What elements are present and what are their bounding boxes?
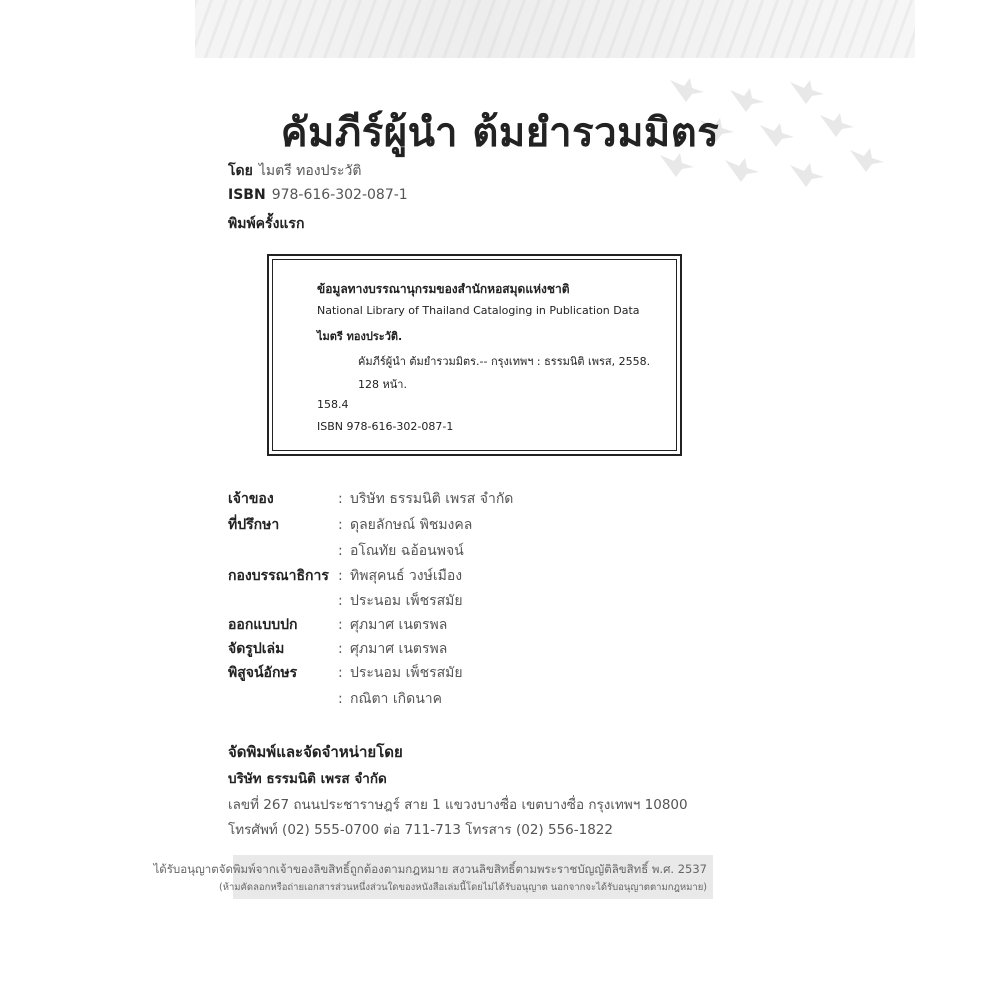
staff-row bbox=[228, 638, 447, 660]
publisher-company: บริษัท ธรรมนิติ เพรส จำกัด bbox=[228, 771, 387, 787]
edition-text: พิมพ์ครั้งแรก bbox=[228, 216, 305, 232]
staff-name: ดุลยลักษณ์ พิชมงคล bbox=[350, 517, 473, 533]
isbn-value: 978-616-302-087-1 bbox=[271, 187, 408, 203]
staff-colon: : bbox=[338, 691, 343, 707]
staff-row bbox=[228, 514, 472, 536]
edition-line bbox=[228, 213, 304, 235]
publisher-address: เลขที่ 267 ถนนประชาราษฎร์ สาย 1 แขวงบางซื่อ เขตบางซื่อ กรุงเทพฯ 10800 bbox=[228, 797, 688, 813]
isbn-line bbox=[228, 187, 408, 203]
staff-role: พิสูจน์อักษร bbox=[228, 665, 298, 681]
staff-row bbox=[228, 540, 464, 562]
staff-row bbox=[228, 662, 463, 684]
copyright-notice bbox=[153, 855, 713, 899]
staff-colon: : bbox=[338, 641, 343, 657]
staff-name: กณิตา เกิดนาค bbox=[350, 691, 443, 707]
staff-colon: : bbox=[338, 568, 343, 584]
staff-role: กองบรรณาธิการ bbox=[228, 568, 329, 584]
staff-name: ศุภมาศ เนตรพล bbox=[350, 641, 448, 657]
staff-colon: : bbox=[338, 491, 343, 507]
staff-row bbox=[228, 614, 447, 636]
decorative-header-band bbox=[195, 0, 915, 58]
staff-colon: : bbox=[338, 543, 343, 559]
staff-colon: : bbox=[338, 593, 343, 609]
staff-colon: : bbox=[338, 665, 343, 681]
staff-role: ที่ปรึกษา bbox=[228, 517, 280, 533]
staff-name: ศุภมาศ เนตรพล bbox=[350, 617, 448, 633]
staff-colon: : bbox=[338, 617, 343, 633]
staff-row bbox=[228, 488, 513, 510]
cip-box bbox=[267, 254, 682, 456]
cip-isbn: ISBN 978-616-302-087-1 bbox=[317, 420, 454, 433]
author-label: โดย bbox=[228, 163, 253, 179]
publisher-heading: จัดพิมพ์และจัดจำหน่ายโดย bbox=[228, 743, 403, 761]
copyright-line-1: ได้รับอนุญาตจัดพิมพ์จากเจ้าของลิขสิทธิ์ถูกต้องตามกฎหมาย สงวนลิขสิทธิ์ตามพระราชบัญญัติลิขสิทธิ์ พ.ศ. 2537 bbox=[153, 862, 707, 876]
staff-name: ประนอม เพ็ชรสมัย bbox=[350, 665, 463, 681]
staff-colon: : bbox=[338, 517, 343, 533]
cip-heading-en: National Library of Thailand Cataloging in Publication Data bbox=[317, 304, 640, 317]
staff-row bbox=[228, 590, 463, 612]
cip-classification: 158.4 bbox=[317, 398, 349, 411]
copyright-line-2: (ห้ามคัดลอกหรือถ่ายเอกสารส่วนหนึ่งส่วนใดของหนังสือเล่มนี้โดยไม่ได้รับอนุญาต นอกจากจะได้รับอนุญาตตามกฎหมาย) bbox=[218, 882, 707, 893]
book-title: คัมภีร์ผู้นำ ต้มยำรวมมิตร bbox=[280, 110, 720, 156]
author-line bbox=[228, 160, 362, 182]
cip-heading-th: ข้อมูลทางบรรณานุกรมของสำนักหอสมุดแห่งชาติ bbox=[317, 282, 570, 296]
cip-pages: 128 หน้า. bbox=[358, 378, 407, 391]
staff-row bbox=[228, 565, 462, 587]
staff-role: ออกแบบปก bbox=[228, 617, 298, 633]
staff-role: จัดรูปเล่ม bbox=[228, 641, 285, 657]
isbn-label: ISBN bbox=[228, 187, 266, 203]
staff-name: ทิพสุคนธ์ วงษ์เมือง bbox=[350, 568, 463, 584]
staff-role: เจ้าของ bbox=[228, 491, 274, 507]
staff-name: อโณทัย ฉอ้อนพจน์ bbox=[350, 543, 464, 559]
cip-author: ไมตรี ทองประวัติ. bbox=[317, 330, 403, 343]
staff-name: ประนอม เพ็ชรสมัย bbox=[350, 593, 463, 609]
author-value: ไมตรี ทองประวัติ bbox=[258, 163, 362, 179]
staff-name: บริษัท ธรรมนิติ เพรส จำกัด bbox=[350, 491, 514, 507]
staff-row bbox=[228, 688, 442, 710]
publisher-phone: โทรศัพท์ (02) 555-0700 ต่อ 711-713 โทรสาร (02) 556-1822 bbox=[228, 822, 613, 838]
cip-title-line: คัมภีร์ผู้นำ ต้มยำรวมมิตร.-- กรุงเทพฯ : ธรรมนิติ เพรส, 2558. bbox=[358, 355, 651, 368]
